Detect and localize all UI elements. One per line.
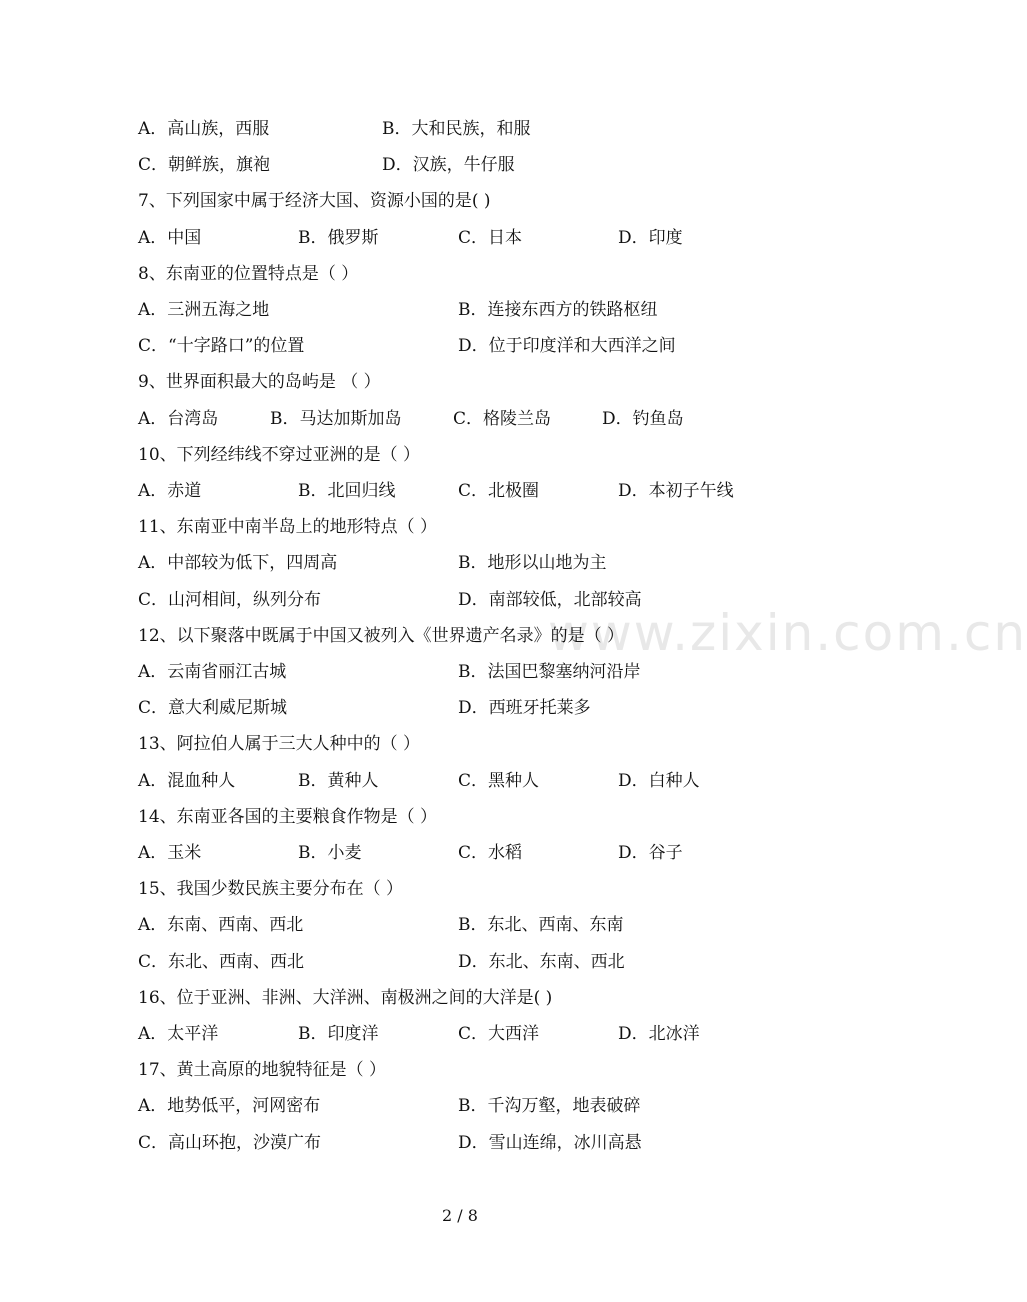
option-b: B．东北、西南、东南 (458, 915, 624, 935)
option-b: B．俄罗斯 (298, 228, 379, 248)
question-text: 16、位于亚洲、非洲、大洋洲、南极洲之间的大洋是( ) (138, 988, 553, 1008)
option-c: C．日本 (458, 228, 523, 248)
question-text: 17、黄土高原的地貌特征是（ ） (138, 1060, 387, 1080)
option-b: D．汉族，牛仔服 (382, 155, 515, 175)
option-a: A．台湾岛 (138, 409, 219, 429)
option-d: D．本初子午线 (618, 481, 734, 501)
option-b: B．千沟万壑，地表破碎 (458, 1096, 641, 1116)
question-text: 7、下列国家中属于经济大国、资源小国的是( ) (138, 191, 491, 211)
option-a: A．云南省丽江古城 (138, 662, 287, 682)
option-b: D．南部较低，北部较高 (458, 590, 642, 610)
question-text: 10、下列经纬线不穿过亚洲的是（ ） (138, 445, 421, 465)
option-d: D．钓鱼岛 (602, 409, 684, 429)
option-a: C．朝鲜族，旗袍 (138, 155, 271, 175)
option-d: D．谷子 (618, 843, 683, 863)
question-text: 12、以下聚落中既属于中国又被列入《世界遗产名录》的是（ ） (138, 626, 625, 646)
option-b: B．北回归线 (298, 481, 396, 501)
page-number: 2 / 8 (442, 1206, 478, 1225)
option-a: A．玉米 (138, 843, 202, 863)
option-b: D．东北、东南、西北 (458, 952, 625, 972)
option-a: C．东北、西南、西北 (138, 952, 305, 972)
option-b: B．小麦 (298, 843, 362, 863)
option-b: D．西班牙托莱多 (458, 698, 591, 718)
question-text: 14、东南亚各国的主要粮食作物是（ ） (138, 807, 438, 827)
question-text: 13、阿拉伯人属于三大人种中的（ ） (138, 734, 421, 754)
option-a: A．高山族，西服 (138, 119, 270, 139)
option-d: D．北冰洋 (618, 1024, 700, 1044)
option-d: D．印度 (618, 228, 683, 248)
option-c: C．黑种人 (458, 771, 540, 791)
option-d: D．白种人 (618, 771, 700, 791)
watermark: www.zixin.com.cn (548, 604, 1027, 662)
option-b: B．黄种人 (298, 771, 379, 791)
option-a: C．高山环抱，沙漠广布 (138, 1133, 322, 1153)
option-a: A．中部较为低下，四周高 (138, 553, 338, 573)
option-c: C．格陵兰岛 (453, 409, 552, 429)
option-c: C．水稻 (458, 843, 523, 863)
option-b: B．连接东西方的铁路枢纽 (458, 300, 658, 320)
option-b: B．大和民族，和服 (382, 119, 531, 139)
option-b: B．法国巴黎塞纳河沿岸 (458, 662, 641, 682)
question-text: 11、东南亚中南半岛上的地形特点（ ） (138, 517, 438, 537)
option-a: A．太平洋 (138, 1024, 219, 1044)
option-a: A．混血种人 (138, 771, 236, 791)
option-b: B．印度洋 (298, 1024, 379, 1044)
option-a: C．“十字路口”的位置 (138, 336, 305, 356)
question-text: 15、我国少数民族主要分布在（ ） (138, 879, 404, 899)
option-a: A．中国 (138, 228, 202, 248)
option-a: A．三洲五海之地 (138, 300, 270, 320)
question-text: 8、东南亚的位置特点是（ ） (138, 264, 359, 284)
option-b: B．马达加斯加岛 (270, 409, 402, 429)
option-a: A．赤道 (138, 481, 202, 501)
option-b: D．位于印度洋和大西洋之间 (458, 336, 676, 356)
option-a: A．东南、西南、西北 (138, 915, 304, 935)
option-a: A．地势低平，河网密布 (138, 1096, 321, 1116)
option-c: C．北极圈 (458, 481, 540, 501)
option-b: B．地形以山地为主 (458, 553, 607, 573)
option-b: D．雪山连绵，冰川高悬 (458, 1133, 642, 1153)
question-text: 9、世界面积最大的岛屿是 （ ） (138, 372, 381, 392)
option-a: C．山河相间，纵列分布 (138, 590, 322, 610)
option-c: C．大西洋 (458, 1024, 540, 1044)
option-a: C．意大利威尼斯城 (138, 698, 288, 718)
